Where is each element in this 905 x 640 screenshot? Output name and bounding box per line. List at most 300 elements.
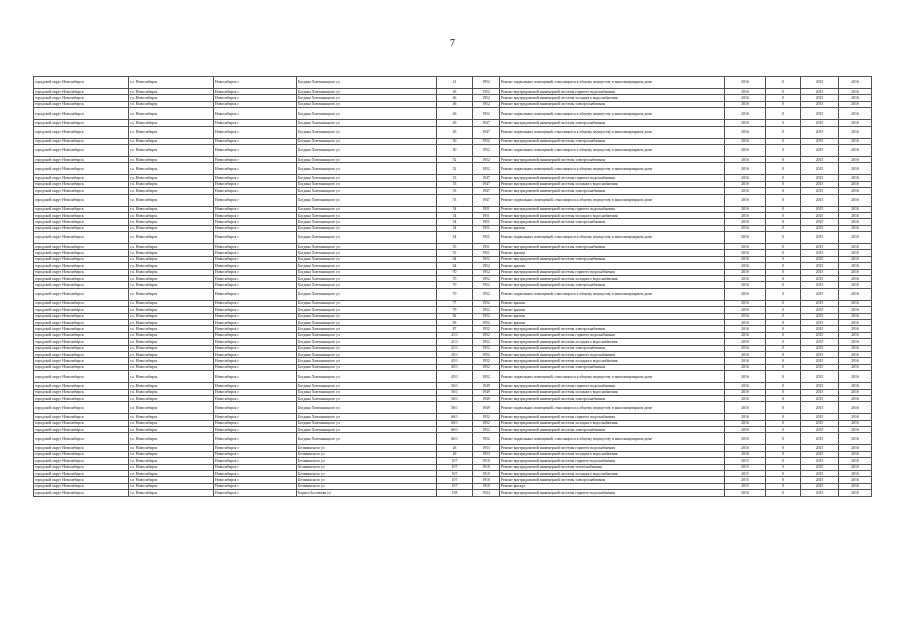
cell-year: 1952: [473, 433, 500, 445]
cell-house: 41/1: [437, 339, 473, 345]
cell-year: 1949: [473, 402, 500, 414]
cell-municipality: городской округ Новосибирск: [34, 427, 129, 433]
table-row: [34, 371, 872, 383]
cell-work: Ремонт внутридомовой инженерной системы горячего водоснабжения: [500, 332, 725, 338]
cell-year: 1947: [473, 126, 500, 138]
cell-plan-year: 2016: [725, 351, 766, 357]
cell-zero: 0: [766, 326, 801, 332]
cell-zero: 0: [766, 282, 801, 288]
cell-zero: 0: [766, 276, 801, 282]
cell-house: 46: [437, 89, 473, 95]
cell-year: 1952: [473, 339, 500, 345]
cell-year: 1952: [473, 358, 500, 364]
cell-municipality: городской округ Новосибирск: [34, 339, 129, 345]
cell-work: Ремонт крыши: [500, 263, 725, 269]
cell-from-year: 2015: [801, 326, 839, 332]
cell-year: 1910: [473, 471, 500, 477]
cell-street: Богдана Хмельницкого ул: [297, 194, 437, 206]
cell-to-year: 2016: [839, 219, 872, 225]
cell-work: Ремонт внутридомовой инженерной системы электроснабжения: [500, 138, 725, 144]
cell-settlement: г.о. Новосибирск: [129, 433, 214, 445]
cell-city: Новосибирск г: [214, 250, 297, 256]
cell-to-year: 2016: [839, 138, 872, 144]
cell-settlement: г.о. Новосибирск: [129, 313, 214, 319]
cell-to-year: 2016: [839, 126, 872, 138]
cell-municipality: городской округ Новосибирск: [34, 232, 129, 244]
cell-year: 1952: [473, 420, 500, 426]
cell-municipality: городской округ Новосибирск: [34, 175, 129, 181]
cell-zero: 0: [766, 464, 801, 470]
cell-settlement: г.о. Новосибирск: [129, 206, 214, 212]
cell-municipality: городской округ Новосибирск: [34, 212, 129, 218]
cell-zero: 0: [766, 269, 801, 275]
cell-from-year: 2015: [801, 101, 839, 107]
cell-to-year: 2016: [839, 95, 872, 101]
cell-city: Новосибирск г: [214, 77, 297, 89]
cell-zero: 0: [766, 445, 801, 451]
cell-from-year: 2015: [801, 332, 839, 338]
cell-municipality: городской округ Новосибирск: [34, 101, 129, 107]
cell-municipality: городской округ Новосибирск: [34, 414, 129, 420]
cell-year: 1951: [473, 250, 500, 256]
cell-plan-year: 2016: [725, 250, 766, 256]
cell-year: 1952: [473, 256, 500, 262]
cell-from-year: 2015: [801, 282, 839, 288]
cell-zero: 0: [766, 351, 801, 357]
cell-city: Новосибирск г: [214, 326, 297, 332]
cell-zero: 0: [766, 212, 801, 218]
cell-from-year: 2015: [801, 471, 839, 477]
cell-plan-year: 2016: [725, 358, 766, 364]
cell-from-year: 2015: [801, 126, 839, 138]
cell-city: Новосибирск г: [214, 126, 297, 138]
cell-from-year: 2015: [801, 244, 839, 250]
cell-settlement: г.о. Новосибирск: [129, 477, 214, 483]
repair-register-table: [33, 76, 872, 497]
cell-plan-year: 2015: [725, 483, 766, 489]
cell-settlement: г.о. Новосибирск: [129, 225, 214, 231]
cell-house: 52: [437, 163, 473, 175]
cell-house: 54: [437, 232, 473, 244]
cell-plan-year: 2016: [725, 332, 766, 338]
cell-year: 1947: [473, 194, 500, 206]
cell-plan-year: 2016: [725, 364, 766, 370]
cell-to-year: 2016: [839, 120, 872, 126]
cell-from-year: 2015: [801, 175, 839, 181]
cell-from-year: 2015: [801, 89, 839, 95]
cell-settlement: г.о. Новосибирск: [129, 395, 214, 401]
cell-year: 1952: [473, 77, 500, 89]
cell-to-year: 2016: [839, 477, 872, 483]
cell-street: Богдана Хмельницкого ул: [297, 95, 437, 101]
cell-plan-year: 2016: [725, 269, 766, 275]
cell-street: Богдана Хмельницкого ул: [297, 219, 437, 225]
cell-plan-year: 2016: [725, 89, 766, 95]
cell-settlement: г.о. Новосибирск: [129, 244, 214, 250]
cell-settlement: г.о. Новосибирск: [129, 263, 214, 269]
cell-zero: 0: [766, 339, 801, 345]
cell-street: Богдана Хмельницкого ул: [297, 402, 437, 414]
cell-house: 46: [437, 108, 473, 120]
cell-year: 1952: [473, 332, 500, 338]
cell-to-year: 2016: [839, 326, 872, 332]
cell-zero: 0: [766, 307, 801, 313]
cell-plan-year: 2016: [725, 108, 766, 120]
cell-plan-year: 2016: [725, 427, 766, 433]
cell-street: Бельвинского ул: [297, 483, 437, 489]
cell-municipality: городской округ Новосибирск: [34, 364, 129, 370]
cell-street: Богдана Хмельницкого ул: [297, 263, 437, 269]
cell-work: Ремонт внутридомовой инженерной системы холодного водоснабжения: [500, 451, 725, 457]
cell-to-year: 2016: [839, 163, 872, 175]
cell-to-year: 2016: [839, 389, 872, 395]
cell-city: Новосибирск г: [214, 345, 297, 351]
cell-from-year: 2015: [801, 345, 839, 351]
cell-city: Новосибирск г: [214, 138, 297, 144]
cell-plan-year: 2016: [725, 181, 766, 187]
cell-zero: 0: [766, 427, 801, 433]
table-row: [34, 194, 872, 206]
cell-to-year: 2016: [839, 101, 872, 107]
cell-to-year: 2016: [839, 451, 872, 457]
cell-to-year: 2016: [839, 371, 872, 383]
cell-to-year: 2016: [839, 339, 872, 345]
cell-street: Богдана Хмельницкого ул: [297, 212, 437, 218]
cell-house: 41/1: [437, 332, 473, 338]
cell-city: Новосибирск г: [214, 319, 297, 325]
cell-to-year: 2016: [839, 358, 872, 364]
cell-street: Богдана Хмельницкого ул: [297, 269, 437, 275]
cell-city: Новосибирск г: [214, 120, 297, 126]
cell-city: Новосибирск г: [214, 471, 297, 477]
cell-municipality: городской округ Новосибирск: [34, 126, 129, 138]
cell-settlement: г.о. Новосибирск: [129, 181, 214, 187]
cell-street: Богдана Хмельницкого ул: [297, 364, 437, 370]
cell-street: Богдана Хмельницкого ул: [297, 420, 437, 426]
cell-plan-year: 2016: [725, 319, 766, 325]
cell-year: 1952: [473, 276, 500, 282]
cell-street: Богдана Хмельницкого ул: [297, 313, 437, 319]
cell-year: 1952: [473, 95, 500, 101]
cell-street: Богдана Хмельницкого ул: [297, 345, 437, 351]
cell-to-year: 2016: [839, 225, 872, 231]
cell-street: Богдана Хмельницкого ул: [297, 77, 437, 89]
cell-street: Бельвинского ул: [297, 458, 437, 464]
table-row: [34, 163, 872, 175]
cell-plan-year: 2016: [725, 414, 766, 420]
cell-to-year: 2016: [839, 89, 872, 95]
cell-to-year: 2016: [839, 300, 872, 306]
cell-year: 1951: [473, 225, 500, 231]
cell-year: 1949: [473, 389, 500, 395]
cell-plan-year: 2016: [725, 276, 766, 282]
cell-house: 54: [437, 212, 473, 218]
cell-settlement: г.о. Новосибирск: [129, 126, 214, 138]
cell-plan-year: 2016: [725, 138, 766, 144]
table-body: [34, 77, 872, 497]
cell-municipality: городской округ Новосибирск: [34, 89, 129, 95]
cell-year: 1953: [473, 451, 500, 457]
cell-to-year: 2016: [839, 427, 872, 433]
cell-zero: 0: [766, 225, 801, 231]
cell-street: Бельвинского ул: [297, 471, 437, 477]
cell-plan-year: 2016: [725, 120, 766, 126]
cell-city: Новосибирск г: [214, 483, 297, 489]
cell-to-year: 2016: [839, 181, 872, 187]
cell-to-year: 2016: [839, 490, 872, 496]
cell-settlement: г.о. Новосибирск: [129, 232, 214, 244]
cell-municipality: городской округ Новосибирск: [34, 263, 129, 269]
cell-municipality: городской округ Новосибирск: [34, 371, 129, 383]
cell-year: 1952: [473, 288, 500, 300]
cell-zero: 0: [766, 206, 801, 212]
cell-year: 1952: [473, 144, 500, 156]
cell-municipality: городской округ Новосибирск: [34, 345, 129, 351]
cell-plan-year: 2015: [725, 458, 766, 464]
cell-to-year: 2016: [839, 332, 872, 338]
cell-house: 41: [437, 77, 473, 89]
cell-street: Богдана Хмельницкого ул: [297, 339, 437, 345]
cell-settlement: г.о. Новосибирск: [129, 420, 214, 426]
table-row: [34, 77, 872, 89]
cell-to-year: 2016: [839, 144, 872, 156]
cell-year: 1952: [473, 101, 500, 107]
cell-work: Ремонт крыши: [500, 307, 725, 313]
cell-city: Новосибирск г: [214, 427, 297, 433]
cell-plan-year: 2016: [725, 326, 766, 332]
cell-to-year: 2016: [839, 269, 872, 275]
cell-plan-year: 2016: [725, 490, 766, 496]
cell-to-year: 2016: [839, 212, 872, 218]
cell-city: Новосибирск г: [214, 464, 297, 470]
cell-settlement: г.о. Новосибирск: [129, 319, 214, 325]
cell-to-year: 2016: [839, 464, 872, 470]
cell-to-year: 2016: [839, 232, 872, 244]
cell-street: Богдана Хмельницкого ул: [297, 319, 437, 325]
cell-street: Богдана Хмельницкого ул: [297, 250, 437, 256]
cell-municipality: городской округ Новосибирск: [34, 256, 129, 262]
cell-settlement: г.о. Новосибирск: [129, 300, 214, 306]
cell-municipality: городской округ Новосибирск: [34, 395, 129, 401]
cell-year: 1952: [473, 269, 500, 275]
cell-to-year: 2016: [839, 351, 872, 357]
cell-from-year: 2015: [801, 206, 839, 212]
cell-city: Новосибирск г: [214, 95, 297, 101]
cell-year: 1951: [473, 219, 500, 225]
cell-city: Новосибирск г: [214, 477, 297, 483]
cell-to-year: 2016: [839, 288, 872, 300]
cell-plan-year: 2016: [725, 126, 766, 138]
cell-house: 45/1: [437, 358, 473, 364]
cell-work: Ремонт внутридомовой инженерной системы горячего водоснабжения: [500, 175, 725, 181]
cell-settlement: г.о. Новосибирск: [129, 269, 214, 275]
cell-work: Ремонт подвальных помещений, относящихся к общему имуществу в многоквартирном доме: [500, 108, 725, 120]
cell-zero: 0: [766, 89, 801, 95]
cell-house: 158: [437, 490, 473, 496]
cell-zero: 0: [766, 77, 801, 89]
cell-work: Ремонт внутридомовой инженерной системы горячего водоснабжения: [500, 89, 725, 95]
cell-settlement: г.о. Новосибирск: [129, 427, 214, 433]
cell-house: 70: [437, 288, 473, 300]
cell-street: Богдана Хмельницкого ул: [297, 206, 437, 212]
cell-zero: 0: [766, 414, 801, 420]
cell-from-year: 2015: [801, 364, 839, 370]
cell-plan-year: 2016: [725, 445, 766, 451]
cell-work: Ремонт подвальных помещений, относящихся к общему имуществу в многоквартирном доме: [500, 232, 725, 244]
cell-work: Ремонт внутридомовой инженерной системы горячего водоснабжения: [500, 414, 725, 420]
cell-city: Новосибирск г: [214, 420, 297, 426]
table-row: [34, 433, 872, 445]
cell-street: Богдана Хмельницкого ул: [297, 126, 437, 138]
cell-work: Ремонт подвальных помещений, относящихся к общему имуществу в многоквартирном доме: [500, 126, 725, 138]
cell-year: 1910: [473, 477, 500, 483]
cell-settlement: г.о. Новосибирск: [129, 163, 214, 175]
cell-plan-year: 2016: [725, 395, 766, 401]
cell-street: Богдана Хмельницкого ул: [297, 395, 437, 401]
cell-house: 83: [437, 319, 473, 325]
cell-year: 1952: [473, 414, 500, 420]
table-row: [34, 288, 872, 300]
cell-settlement: г.о. Новосибирск: [129, 402, 214, 414]
cell-house: 56/1: [437, 395, 473, 401]
cell-house: 107: [437, 471, 473, 477]
cell-settlement: г.о. Новосибирск: [129, 144, 214, 156]
cell-plan-year: 2015: [725, 477, 766, 483]
cell-settlement: г.о. Новосибирск: [129, 445, 214, 451]
cell-from-year: 2015: [801, 269, 839, 275]
cell-house: 66/1: [437, 427, 473, 433]
cell-city: Новосибирск г: [214, 175, 297, 181]
cell-year: 1952: [473, 345, 500, 351]
cell-zero: 0: [766, 483, 801, 489]
cell-street: Богдана Хмельницкого ул: [297, 232, 437, 244]
cell-zero: 0: [766, 263, 801, 269]
cell-work: Ремонт внутридомовой инженерной системы электроснабжения: [500, 101, 725, 107]
cell-zero: 0: [766, 101, 801, 107]
cell-city: Новосибирск г: [214, 433, 297, 445]
cell-settlement: г.о. Новосибирск: [129, 483, 214, 489]
cell-work: Ремонт подвальных помещений, относящихся к общему имуществу в многоквартирном доме: [500, 402, 725, 414]
cell-house: 41/1: [437, 345, 473, 351]
cell-city: Новосибирск г: [214, 219, 297, 225]
cell-street: Богдана Хмельницкого ул: [297, 282, 437, 288]
cell-from-year: 2015: [801, 451, 839, 457]
cell-plan-year: 2016: [725, 144, 766, 156]
cell-from-year: 2015: [801, 263, 839, 269]
cell-from-year: 2015: [801, 464, 839, 470]
cell-year: 1952: [473, 326, 500, 332]
cell-settlement: г.о. Новосибирск: [129, 256, 214, 262]
cell-year: 1952: [473, 371, 500, 383]
cell-work: Ремонт внутридомовой инженерной системы холодного водоснабжения: [500, 276, 725, 282]
cell-plan-year: 2015: [725, 471, 766, 477]
cell-year: 1952: [473, 263, 500, 269]
cell-plan-year: 2016: [725, 402, 766, 414]
cell-street: Богдана Хмельницкого ул: [297, 383, 437, 389]
cell-municipality: городской округ Новосибирск: [34, 269, 129, 275]
cell-zero: 0: [766, 402, 801, 414]
cell-year: 1952: [473, 163, 500, 175]
cell-from-year: 2015: [801, 138, 839, 144]
cell-settlement: г.о. Новосибирск: [129, 364, 214, 370]
cell-year: 1952: [473, 282, 500, 288]
cell-municipality: городской округ Новосибирск: [34, 445, 129, 451]
cell-work: Ремонт внутридомовой инженерной системы электроснабжения: [500, 219, 725, 225]
cell-house: 52: [437, 156, 473, 162]
cell-work: Ремонт крыши: [500, 250, 725, 256]
cell-house: 50: [437, 138, 473, 144]
cell-from-year: 2015: [801, 458, 839, 464]
cell-municipality: городской округ Новосибирск: [34, 288, 129, 300]
cell-to-year: 2016: [839, 250, 872, 256]
cell-to-year: 2016: [839, 471, 872, 477]
cell-municipality: городской округ Новосибирск: [34, 420, 129, 426]
cell-street: Богдана Хмельницкого ул: [297, 89, 437, 95]
cell-plan-year: 2016: [725, 219, 766, 225]
cell-municipality: городской округ Новосибирск: [34, 77, 129, 89]
cell-work: Ремонт внутридомовой инженерной системы горячего водоснабжения: [500, 351, 725, 357]
cell-work: Ремонт внутридомовой инженерной системы электроснабжения: [500, 427, 725, 433]
cell-from-year: 2015: [801, 319, 839, 325]
cell-zero: 0: [766, 451, 801, 457]
cell-house: 55: [437, 250, 473, 256]
cell-work: Ремонт внутридомовой инженерной системы горячего водоснабжения: [500, 445, 725, 451]
cell-house: 54: [437, 206, 473, 212]
cell-plan-year: 2016: [725, 313, 766, 319]
cell-to-year: 2016: [839, 395, 872, 401]
cell-settlement: г.о. Новосибирск: [129, 414, 214, 420]
cell-from-year: 2015: [801, 490, 839, 496]
cell-municipality: городской округ Новосибирск: [34, 389, 129, 395]
cell-city: Новосибирск г: [214, 188, 297, 194]
cell-city: Новосибирск г: [214, 282, 297, 288]
cell-municipality: городской округ Новосибирск: [34, 219, 129, 225]
cell-plan-year: 2016: [725, 371, 766, 383]
cell-zero: 0: [766, 458, 801, 464]
cell-to-year: 2016: [839, 383, 872, 389]
cell-house: 82: [437, 313, 473, 319]
cell-settlement: г.о. Новосибирск: [129, 464, 214, 470]
cell-city: Новосибирск г: [214, 351, 297, 357]
cell-year: 1910: [473, 464, 500, 470]
cell-work: Ремонт внутридомовой инженерной системы электроснабжения: [500, 188, 725, 194]
cell-to-year: 2016: [839, 256, 872, 262]
cell-house: 70: [437, 269, 473, 275]
cell-from-year: 2015: [801, 483, 839, 489]
cell-house: 107: [437, 458, 473, 464]
cell-plan-year: 2016: [725, 163, 766, 175]
cell-street: Богдана Хмельницкого ул: [297, 276, 437, 282]
cell-city: Новосибирск г: [214, 458, 297, 464]
table-row: [34, 490, 872, 496]
cell-zero: 0: [766, 490, 801, 496]
cell-zero: 0: [766, 300, 801, 306]
cell-house: 50: [437, 144, 473, 156]
cell-to-year: 2016: [839, 77, 872, 89]
cell-municipality: городской округ Новосибирск: [34, 138, 129, 144]
cell-zero: 0: [766, 95, 801, 101]
cell-work: Ремонт крыши: [500, 319, 725, 325]
cell-work: Ремонт внутридомовой инженерной системы электроснабжения: [500, 120, 725, 126]
cell-city: Новосибирск г: [214, 364, 297, 370]
cell-year: 1952: [473, 307, 500, 313]
cell-year: 1952: [473, 89, 500, 95]
cell-from-year: 2015: [801, 427, 839, 433]
cell-municipality: городской округ Новосибирск: [34, 313, 129, 319]
table-row: [34, 232, 872, 244]
cell-plan-year: 2016: [725, 244, 766, 250]
cell-settlement: г.о. Новосибирск: [129, 383, 214, 389]
